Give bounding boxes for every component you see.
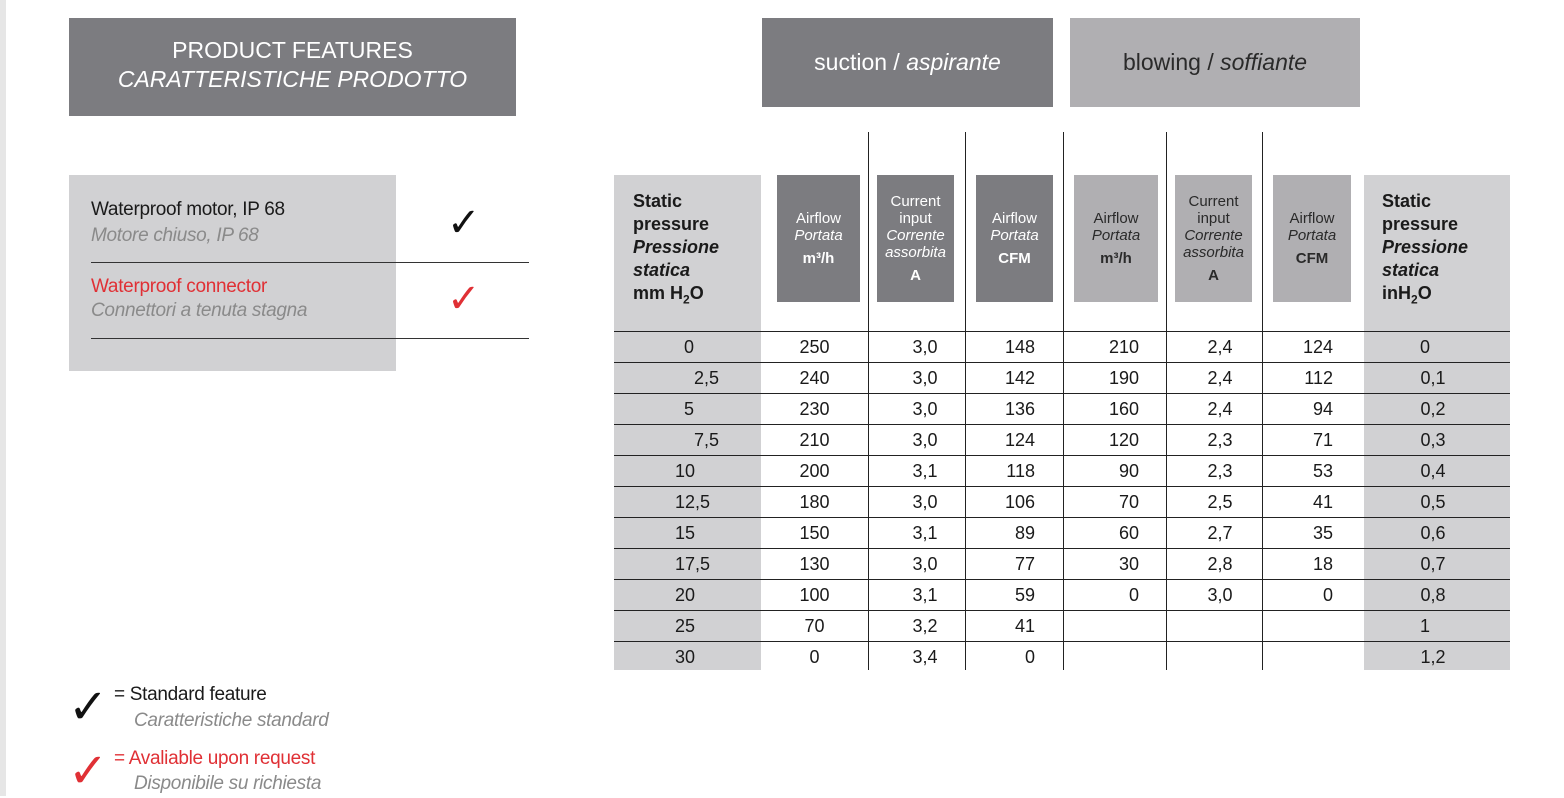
- cell-static-mm: 17,5: [675, 554, 711, 574]
- header-en: Airflow: [1093, 210, 1139, 227]
- header-it: Portata: [1091, 227, 1141, 244]
- cell-static-mm: 25: [675, 616, 696, 636]
- feature-label: Waterproof connector: [91, 276, 267, 297]
- cell-suction-current: 3,2: [912, 616, 938, 636]
- header-unit: m³/h: [1100, 250, 1132, 267]
- cell-blowing-current: 2,5: [1207, 492, 1233, 512]
- cell-static-in: 0,3: [1420, 430, 1446, 450]
- cell-suction-cfm: 89: [1014, 523, 1035, 543]
- cell-static-in: 1: [1419, 616, 1430, 636]
- header-it: assorbita: [1183, 244, 1244, 261]
- cell-blowing-current: 2,4: [1207, 368, 1233, 388]
- cell-suction-current: 3,0: [912, 492, 938, 512]
- cell-blowing-m3h: [1063, 642, 1139, 672]
- header-unit: CFM: [998, 250, 1031, 267]
- cell-static-in: 0: [1419, 337, 1430, 357]
- cell-blowing-current: 2,4: [1207, 399, 1233, 419]
- unit-text: mm H: [633, 283, 684, 303]
- cell-static-in: 0,5: [1420, 492, 1446, 512]
- header-en: Airflow: [1289, 210, 1335, 227]
- blowing-airflow-cfm-header: [1273, 175, 1351, 302]
- cell-static-in: 0,8: [1420, 585, 1446, 605]
- cell-static-mm: 2,5: [693, 368, 720, 388]
- cell-static-in: 0,7: [1420, 554, 1446, 574]
- cell-blowing-current: 2,7: [1207, 523, 1233, 543]
- header-line: pressure: [1382, 214, 1459, 234]
- slash: /: [1207, 49, 1214, 75]
- suction-label: suction: [814, 49, 888, 75]
- cell-suction-m3h: 130: [799, 554, 830, 574]
- legend-request-label-it: Disponibile su richiesta: [134, 773, 322, 794]
- cell-blowing-m3h: 210: [1108, 337, 1139, 357]
- cell-blowing-m3h: 0: [1128, 585, 1139, 605]
- header-it: Corrente: [1184, 227, 1243, 244]
- cell-blowing-m3h: 120: [1108, 430, 1139, 450]
- cell-static-in: 0,6: [1420, 523, 1446, 543]
- header-line-it: Pressione: [1382, 237, 1469, 257]
- header-en: Airflow: [795, 210, 841, 227]
- suction-label-it: aspirante: [906, 49, 1001, 75]
- header-line-it: Pressione: [633, 237, 720, 257]
- cell-suction-m3h: 70: [804, 616, 825, 636]
- suction-current-header: [877, 175, 954, 302]
- cell-suction-current: 3,1: [912, 461, 938, 481]
- static-mm-header: [633, 190, 719, 312]
- cell-blowing-m3h: 190: [1108, 368, 1139, 388]
- header-line: Static: [1382, 191, 1432, 211]
- cell-static-mm: 10: [675, 461, 696, 481]
- suction-airflow-cfm-header: [976, 175, 1053, 302]
- cell-suction-cfm: 136: [1004, 399, 1035, 419]
- cell-blowing-m3h: 70: [1118, 492, 1139, 512]
- cell-blowing-current: 2,3: [1207, 430, 1233, 450]
- cell-blowing-cfm: 112: [1304, 368, 1333, 388]
- cell-suction-cfm: 0: [1024, 647, 1035, 667]
- cell-suction-m3h: 200: [799, 461, 830, 481]
- cell-blowing-m3h: 90: [1118, 461, 1139, 481]
- cell-suction-current: 3,0: [912, 430, 938, 450]
- cell-blowing-cfm: 41: [1312, 492, 1333, 512]
- unit-text: inH: [1382, 283, 1411, 303]
- cell-suction-cfm: 124: [1004, 430, 1035, 450]
- suction-airflow-m3h-header: [777, 175, 860, 302]
- cell-static-mm: 20: [675, 585, 696, 605]
- cell-suction-current: 3,1: [912, 523, 938, 543]
- header-it: Portata: [990, 227, 1039, 244]
- feature-label: Waterproof motor, IP 68: [91, 199, 285, 220]
- cell-blowing-cfm: [1262, 611, 1333, 641]
- product-features-title-it: CARATTERISTICHE PRODOTTO: [117, 66, 468, 92]
- unit-line: [1382, 282, 1468, 312]
- unit-text: O: [1417, 283, 1432, 303]
- cell-suction-m3h: 210: [799, 430, 830, 450]
- cell-static-mm: 15: [675, 523, 696, 543]
- cell-blowing-cfm: 94: [1312, 399, 1333, 419]
- cell-blowing-current: [1166, 611, 1274, 641]
- standard-check-icon: ✓: [68, 681, 109, 734]
- unit-sub: 2: [683, 292, 690, 307]
- header-unit: A: [910, 267, 921, 284]
- cell-blowing-current: 3,0: [1207, 585, 1233, 605]
- cell-blowing-m3h: 60: [1118, 523, 1139, 543]
- cell-suction-m3h: 240: [799, 368, 830, 388]
- cell-suction-cfm: 118: [1006, 461, 1035, 481]
- legend-standard-label: = Standard feature: [114, 684, 267, 705]
- cell-blowing-current: 2,3: [1207, 461, 1233, 481]
- header-en: Current: [1188, 193, 1239, 210]
- request-check-icon: ✓: [447, 277, 481, 321]
- cell-blowing-current: 2,4: [1207, 337, 1233, 357]
- cell-suction-m3h: 180: [799, 492, 830, 512]
- header-it: assorbita: [885, 244, 946, 261]
- page-edge: [0, 0, 6, 796]
- header-line: pressure: [633, 214, 710, 234]
- cell-blowing-cfm: 35: [1312, 523, 1333, 543]
- cell-suction-cfm: 77: [1014, 554, 1035, 574]
- feature-label-it: Connettori a tenuta stagna: [91, 300, 308, 321]
- cell-static-in: 0,4: [1420, 461, 1446, 481]
- legend-request-label: = Avaliable upon request: [114, 748, 316, 769]
- cell-suction-m3h: 250: [799, 337, 830, 357]
- cell-suction-m3h: 100: [799, 585, 830, 605]
- cell-static-in: 0,1: [1420, 368, 1446, 388]
- cell-blowing-cfm: 18: [1312, 554, 1333, 574]
- cell-suction-current: 3,0: [912, 368, 938, 388]
- cell-static-mm: 30: [675, 647, 696, 667]
- cell-blowing-cfm: 0: [1322, 585, 1333, 605]
- header-unit: CFM: [1295, 250, 1329, 267]
- cell-static-mm: 5: [683, 399, 694, 419]
- header-unit: m³/h: [802, 250, 835, 267]
- unit-line: [633, 282, 719, 312]
- cell-suction-cfm: 142: [1004, 368, 1035, 388]
- blowing-label: blowing: [1122, 49, 1201, 75]
- feature-label-it: Motore chiuso, IP 68: [91, 225, 259, 246]
- cell-blowing-m3h: 30: [1118, 554, 1139, 574]
- cell-blowing-cfm: [1262, 642, 1333, 672]
- cell-static-mm: 7,5: [693, 430, 720, 450]
- cell-blowing-m3h: [1063, 611, 1139, 641]
- header-en: input: [1197, 210, 1230, 227]
- cell-suction-current: 3,4: [912, 647, 938, 667]
- cell-suction-cfm: 148: [1004, 337, 1035, 357]
- product-features-header: [69, 18, 516, 116]
- header-unit: A: [1208, 267, 1219, 284]
- cell-static-in: 1,2: [1420, 647, 1446, 667]
- cell-suction-m3h: 230: [799, 399, 830, 419]
- cell-suction-cfm: 59: [1014, 585, 1035, 605]
- suction-header: [762, 18, 1053, 107]
- cell-blowing-current: [1166, 642, 1274, 672]
- blowing-header: [1070, 18, 1360, 107]
- cell-suction-current: 3,0: [912, 337, 938, 357]
- blowing-airflow-m3h-header: [1074, 175, 1158, 302]
- standard-check-icon: ✓: [447, 201, 481, 245]
- header-line-it: statica: [1382, 260, 1440, 280]
- cell-blowing-cfm: 71: [1312, 430, 1333, 450]
- cell-static-in: 0,2: [1420, 399, 1446, 419]
- header-it: Corrente: [886, 227, 945, 244]
- cell-blowing-m3h: 160: [1108, 399, 1139, 419]
- cell-suction-m3h: 150: [799, 523, 830, 543]
- cell-blowing-current: 2,8: [1207, 554, 1233, 574]
- blowing-current-header: [1175, 175, 1252, 302]
- unit-sub: 2: [1411, 292, 1418, 307]
- header-en: Airflow: [991, 210, 1037, 227]
- cell-static-mm: 12,5: [675, 492, 711, 512]
- header-en: input: [899, 210, 932, 227]
- header-line: Static: [633, 191, 683, 211]
- static-in-header: [1382, 190, 1468, 312]
- request-check-icon: ✓: [68, 745, 109, 798]
- cell-suction-current: 3,0: [912, 554, 938, 574]
- cell-blowing-cfm: 53: [1312, 461, 1333, 481]
- cell-suction-current: 3,1: [912, 585, 938, 605]
- header-en: Current: [890, 193, 941, 210]
- cell-suction-m3h: 0: [809, 647, 820, 667]
- header-line-it: statica: [633, 260, 691, 280]
- slash: /: [893, 49, 900, 75]
- blowing-label-it: soffiante: [1220, 49, 1308, 75]
- product-features-title: PRODUCT FEATURES: [172, 37, 413, 63]
- cell-suction-current: 3,0: [912, 399, 938, 419]
- header-it: Portata: [1287, 227, 1337, 244]
- unit-text: O: [689, 283, 704, 303]
- cell-blowing-cfm: 124: [1302, 337, 1333, 357]
- cell-suction-cfm: 41: [1014, 616, 1035, 636]
- cell-suction-cfm: 106: [1004, 492, 1035, 512]
- legend-standard-label-it: Caratteristiche standard: [134, 710, 329, 731]
- header-it: Portata: [794, 227, 843, 244]
- cell-static-mm: 0: [683, 337, 694, 357]
